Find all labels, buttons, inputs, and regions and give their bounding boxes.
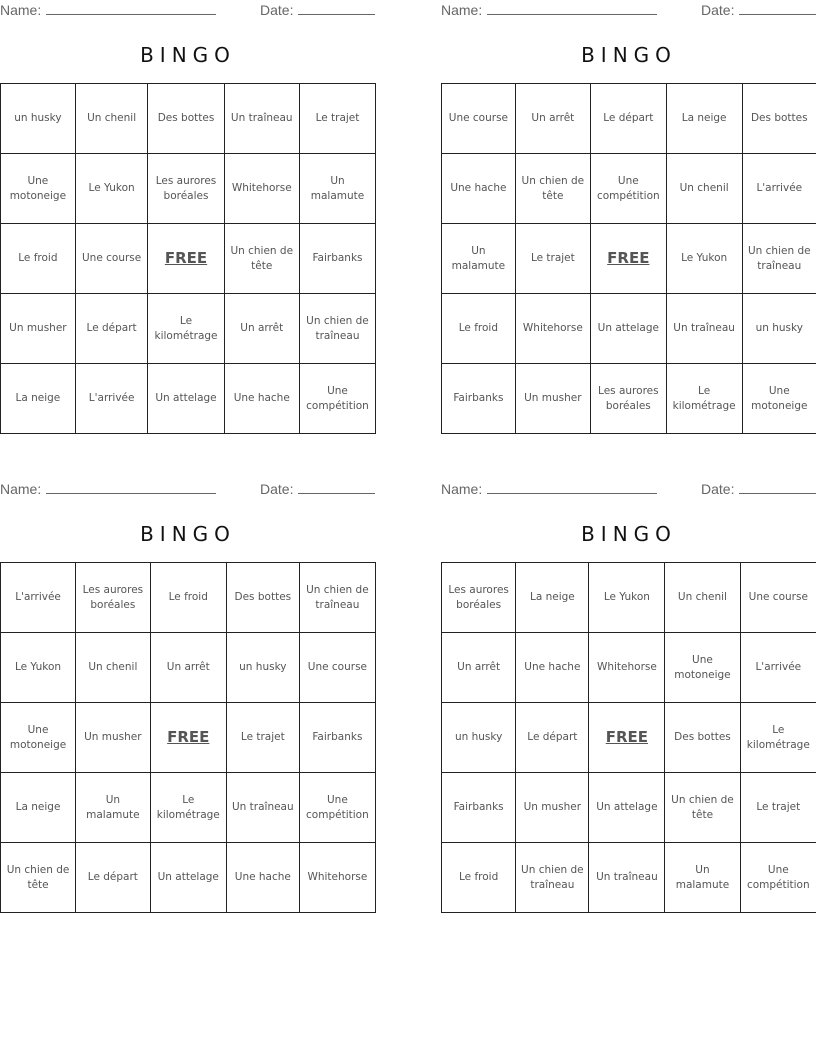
date-field <box>701 481 816 497</box>
grid-cell: Le Yukon <box>1 633 76 703</box>
grid-cell: Un attelage <box>148 364 224 434</box>
date-field <box>260 481 375 497</box>
grid-row <box>442 294 816 364</box>
bingo-title: BINGO <box>581 522 677 546</box>
date-blank-line[interactable] <box>739 481 816 494</box>
grid-cell: L'arrivée <box>742 154 816 224</box>
grid-cell: Le froid <box>442 843 516 913</box>
date-label: Date: <box>701 2 735 18</box>
grid-cell: Un malamute <box>76 773 151 843</box>
grid-cell: Le kilométrage <box>148 294 224 364</box>
bingo-title: BINGO <box>581 43 677 67</box>
grid-cell: Une course <box>75 224 148 294</box>
grid-row <box>442 773 816 843</box>
grid-cell: Un chien de traîneau <box>299 294 375 364</box>
grid-row <box>442 154 816 224</box>
grid-cell: Une compétition <box>299 773 375 843</box>
grid-cell: Le kilométrage <box>150 773 226 843</box>
grid-cell: Whitehorse <box>224 154 299 224</box>
grid-cell: Une hache <box>224 364 299 434</box>
grid-cell: Des bottes <box>665 703 740 773</box>
grid-cell: Un malamute <box>665 843 740 913</box>
grid-cell: Whitehorse <box>299 843 375 913</box>
grid-row <box>1 294 376 364</box>
card-header <box>441 479 816 501</box>
grid-row <box>1 843 376 913</box>
grid-cell: Le froid <box>442 294 516 364</box>
grid-cell: Une motoneige <box>742 364 816 434</box>
grid-cell: Le Yukon <box>589 563 665 633</box>
date-blank-line[interactable] <box>298 481 375 494</box>
card-header <box>0 479 376 501</box>
grid-cell: Un chenil <box>665 563 740 633</box>
grid-cell: Un chenil <box>75 84 148 154</box>
grid-cell: Une motoneige <box>1 154 76 224</box>
grid-cell: Le kilométrage <box>740 703 816 773</box>
grid-cell: La neige <box>1 773 76 843</box>
grid-cell: Fairbanks <box>299 224 375 294</box>
grid-cell: un husky <box>742 294 816 364</box>
grid-cell: Fairbanks <box>442 773 516 843</box>
name-label: Name: <box>0 481 42 497</box>
grid-cell: Fairbanks <box>299 703 375 773</box>
grid-cell: Des bottes <box>226 563 299 633</box>
grid-cell: Le trajet <box>515 224 590 294</box>
grid-cell: L'arrivée <box>75 364 148 434</box>
grid-cell: Un chien de tête <box>224 224 299 294</box>
name-field <box>0 2 216 18</box>
grid-cell: Les aurores boréales <box>76 563 151 633</box>
grid-cell: Le froid <box>1 224 76 294</box>
grid-cell: Un traîneau <box>226 773 299 843</box>
bingo-title: BINGO <box>140 43 236 67</box>
grid-cell: un husky <box>226 633 299 703</box>
grid-cell: Une compétition <box>299 364 375 434</box>
grid-cell: Le Yukon <box>75 154 148 224</box>
grid-cell: Le départ <box>76 843 151 913</box>
grid-cell: Le Yukon <box>666 224 742 294</box>
grid-cell: Une motoneige <box>1 703 76 773</box>
grid-cell: Un musher <box>515 364 590 434</box>
grid-row <box>1 154 376 224</box>
grid-cell: Le trajet <box>740 773 816 843</box>
grid-cell: Un attelage <box>150 843 226 913</box>
name-field <box>0 481 216 497</box>
grid-cell: Un malamute <box>442 224 516 294</box>
bingo-grid <box>441 562 816 913</box>
grid-row <box>1 773 376 843</box>
grid-cell: Le départ <box>75 294 148 364</box>
grid-row <box>442 703 816 773</box>
grid-row <box>1 633 376 703</box>
grid-cell: Le départ <box>516 703 589 773</box>
grid-cell: Un attelage <box>589 773 665 843</box>
grid-cell: Une hache <box>442 154 516 224</box>
free-space: FREE <box>148 224 224 294</box>
grid-cell: Les aurores boréales <box>442 563 516 633</box>
grid-row <box>1 364 376 434</box>
date-label: Date: <box>260 2 294 18</box>
grid-row <box>442 364 816 434</box>
grid-cell: un husky <box>442 703 516 773</box>
free-space: FREE <box>150 703 226 773</box>
grid-row <box>1 224 376 294</box>
card-header <box>0 0 376 22</box>
grid-row <box>1 703 376 773</box>
grid-cell: Whitehorse <box>515 294 590 364</box>
grid-cell: Un musher <box>76 703 151 773</box>
grid-cell: Un arrêt <box>224 294 299 364</box>
name-blank-line[interactable] <box>46 481 216 494</box>
grid-cell: Fairbanks <box>442 364 516 434</box>
grid-row <box>442 563 816 633</box>
grid-row <box>442 633 816 703</box>
grid-cell: Une compétition <box>740 843 816 913</box>
grid-cell: Un musher <box>516 773 589 843</box>
bingo-grid <box>0 562 376 913</box>
grid-cell: Whitehorse <box>589 633 665 703</box>
grid-cell: Le kilométrage <box>666 364 742 434</box>
free-space: FREE <box>589 703 665 773</box>
date-blank-line[interactable] <box>739 2 816 15</box>
grid-cell: Un chien de tête <box>665 773 740 843</box>
grid-cell: Des bottes <box>742 84 816 154</box>
bingo-title: BINGO <box>140 522 236 546</box>
grid-cell: Un arrêt <box>442 633 516 703</box>
name-field <box>441 2 657 18</box>
card-header <box>441 0 816 22</box>
date-label: Date: <box>260 481 294 497</box>
grid-cell: L'arrivée <box>740 633 816 703</box>
grid-cell: Un attelage <box>590 294 666 364</box>
date-label: Date: <box>701 481 735 497</box>
grid-cell: Un musher <box>1 294 76 364</box>
date-field <box>701 2 816 18</box>
date-blank-line[interactable] <box>298 2 375 15</box>
name-label: Name: <box>0 2 42 18</box>
grid-cell: L'arrivée <box>1 563 76 633</box>
grid-cell: Un traîneau <box>224 84 299 154</box>
grid-cell: Un chenil <box>76 633 151 703</box>
grid-cell: Un malamute <box>299 154 375 224</box>
name-blank-line[interactable] <box>487 2 657 15</box>
name-field <box>441 481 657 497</box>
grid-cell: Le trajet <box>299 84 375 154</box>
name-label: Name: <box>441 2 483 18</box>
bingo-grid <box>0 83 376 434</box>
grid-cell: Une course <box>442 84 516 154</box>
date-field <box>260 2 375 18</box>
grid-cell: Une hache <box>516 633 589 703</box>
grid-cell: Des bottes <box>148 84 224 154</box>
grid-row <box>442 84 816 154</box>
grid-cell: Un traîneau <box>666 294 742 364</box>
grid-cell: Les aurores boréales <box>148 154 224 224</box>
grid-cell: La neige <box>666 84 742 154</box>
free-space: FREE <box>590 224 666 294</box>
grid-cell: Un chenil <box>666 154 742 224</box>
grid-row <box>1 563 376 633</box>
grid-cell: Un chien de traîneau <box>516 843 589 913</box>
grid-cell: Une compétition <box>590 154 666 224</box>
grid-cell: La neige <box>516 563 589 633</box>
name-blank-line[interactable] <box>46 2 216 15</box>
grid-cell: Un traîneau <box>589 843 665 913</box>
grid-cell: Une course <box>740 563 816 633</box>
grid-cell: Le trajet <box>226 703 299 773</box>
grid-row <box>1 84 376 154</box>
grid-cell: Le froid <box>150 563 226 633</box>
grid-cell: Un chien de tête <box>515 154 590 224</box>
grid-cell: La neige <box>1 364 76 434</box>
grid-cell: Un chien de tête <box>1 843 76 913</box>
name-label: Name: <box>441 481 483 497</box>
grid-cell: Les aurores boréales <box>590 364 666 434</box>
grid-row <box>442 843 816 913</box>
grid-cell: Un chien de traîneau <box>742 224 816 294</box>
grid-cell: Un arrêt <box>150 633 226 703</box>
grid-cell: un husky <box>1 84 76 154</box>
grid-row <box>442 224 816 294</box>
grid-cell: Une course <box>299 633 375 703</box>
grid-cell: Un chien de traîneau <box>299 563 375 633</box>
grid-cell: Une hache <box>226 843 299 913</box>
name-blank-line[interactable] <box>487 481 657 494</box>
bingo-grid <box>441 83 816 434</box>
grid-cell: Le départ <box>590 84 666 154</box>
grid-cell: Une motoneige <box>665 633 740 703</box>
grid-cell: Un arrêt <box>515 84 590 154</box>
